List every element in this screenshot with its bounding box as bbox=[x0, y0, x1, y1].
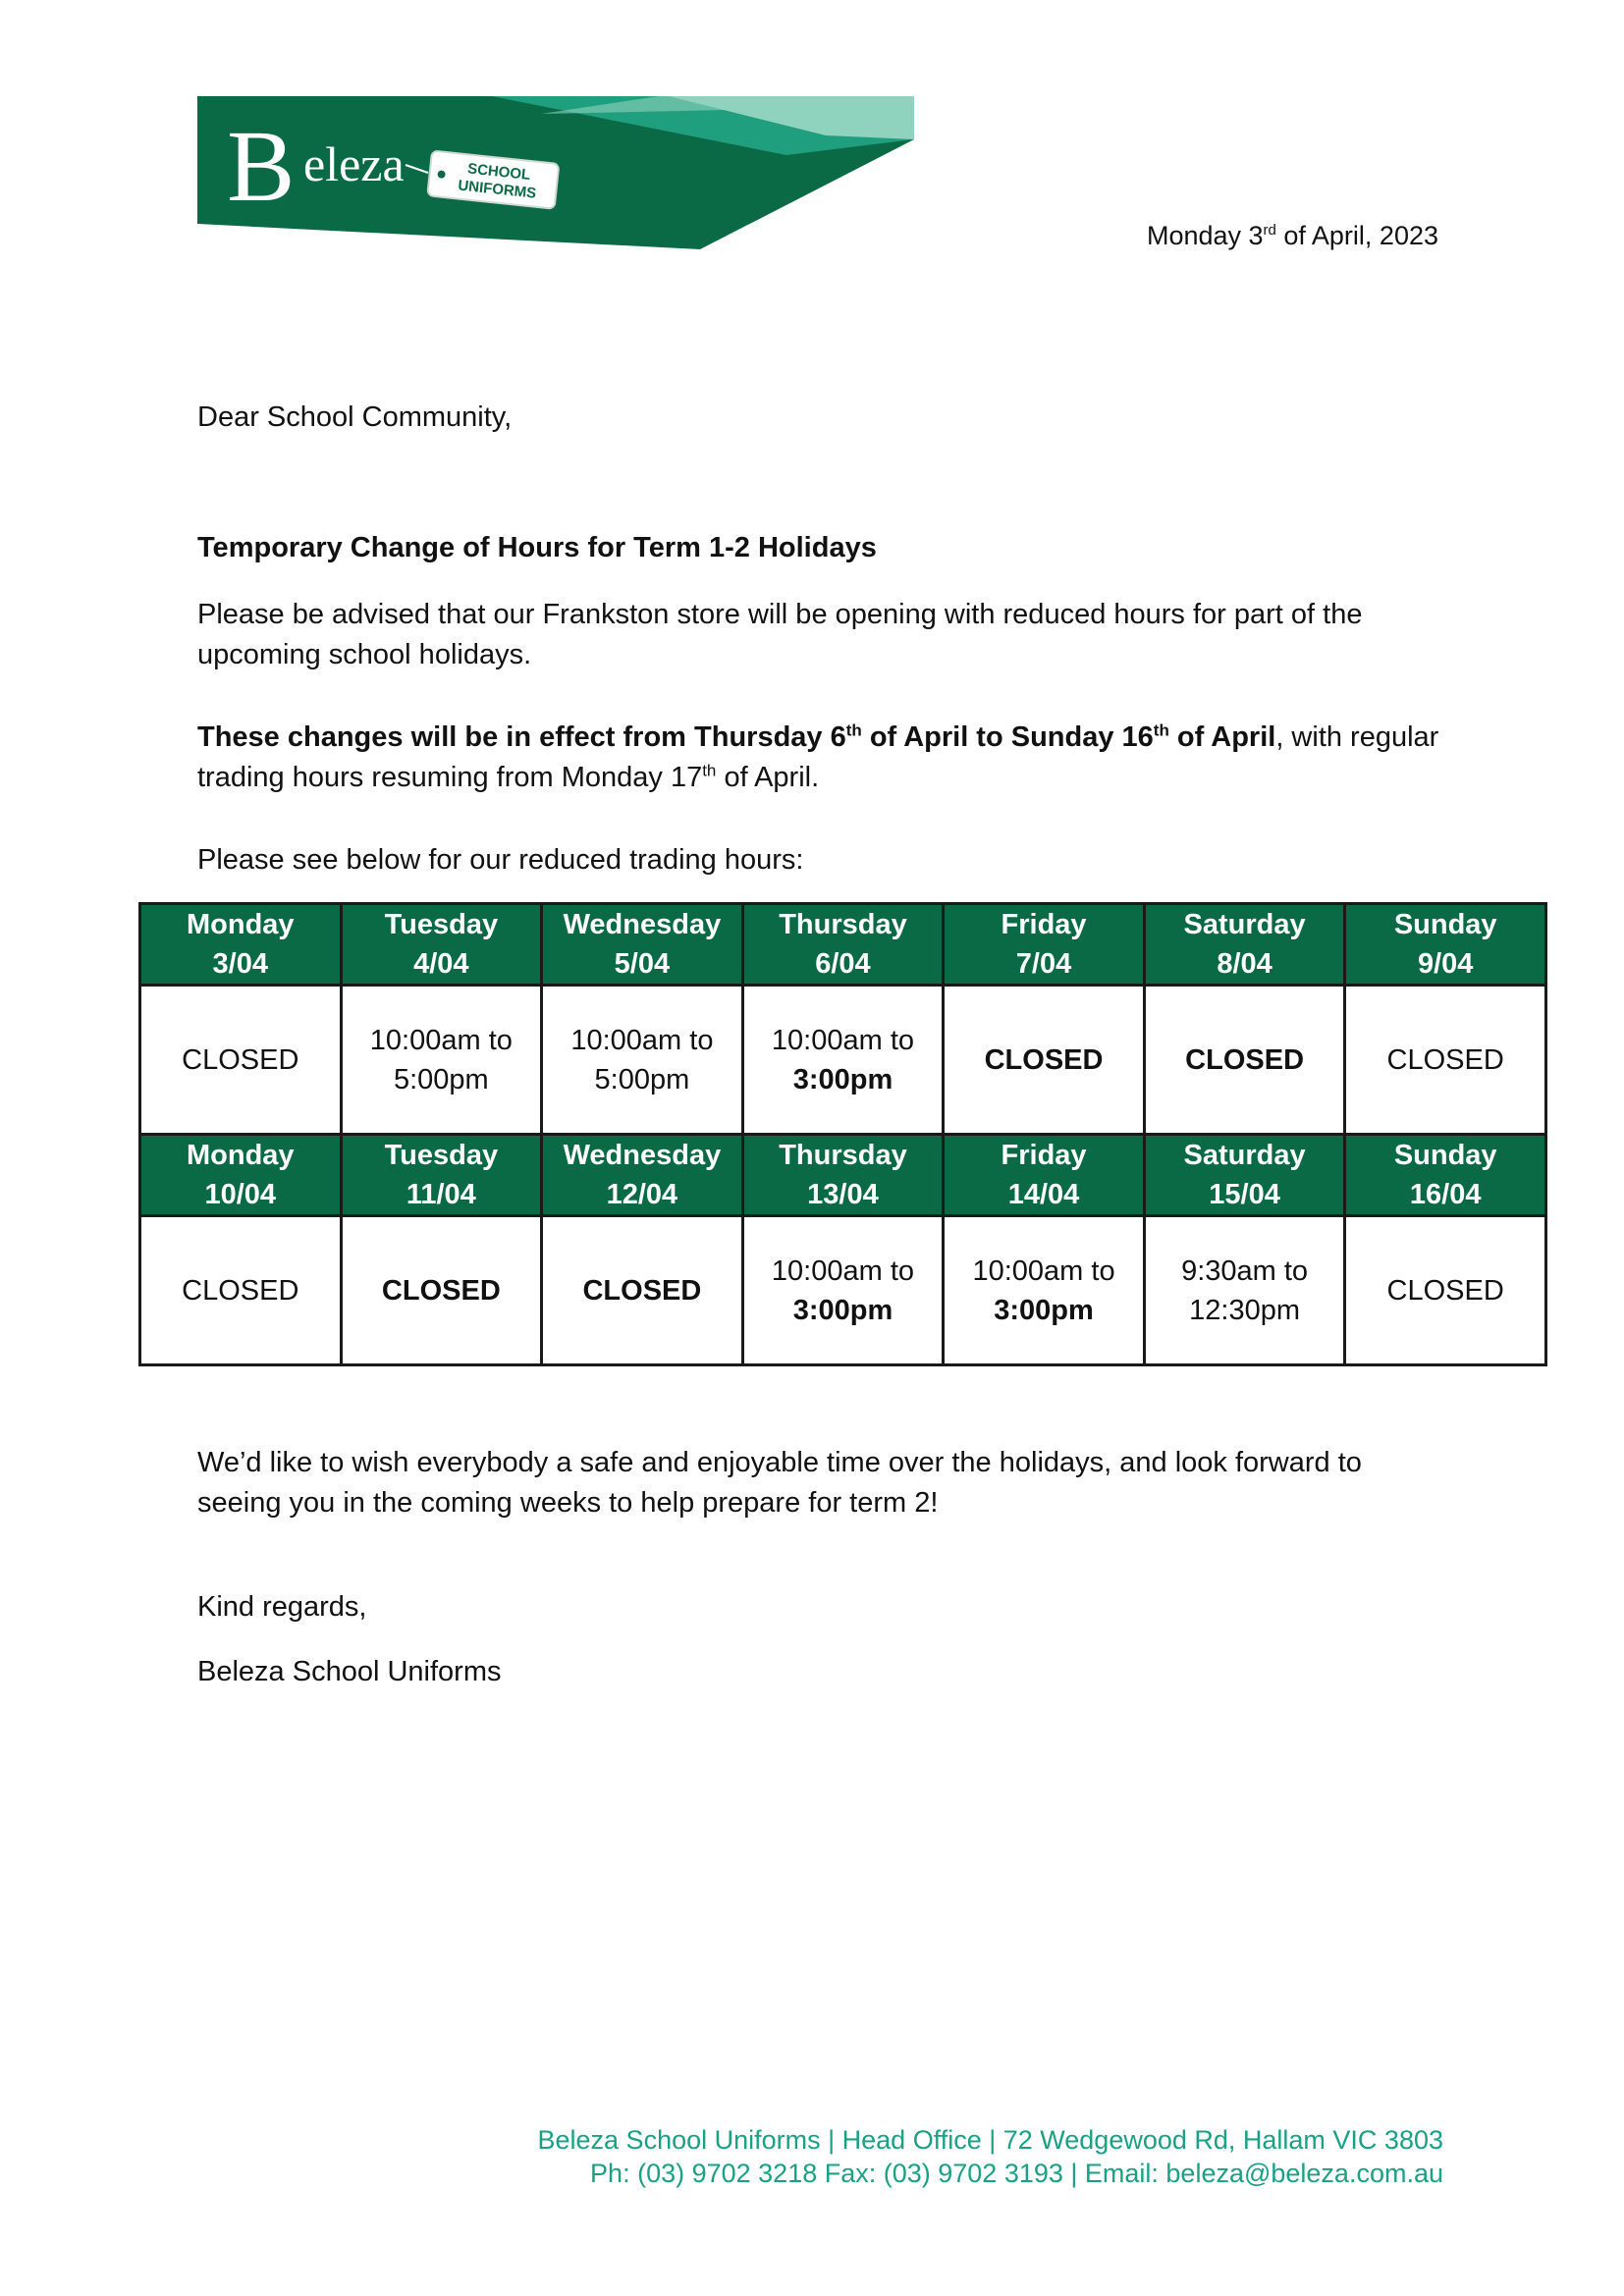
para2-bold-1: These changes will be in effect from Thursday 6 bbox=[197, 721, 846, 753]
day-date: 11/04 bbox=[406, 1179, 476, 1210]
day-date: 9/04 bbox=[1417, 948, 1474, 980]
hours-line-1: 10:00am to bbox=[570, 1024, 714, 1056]
day-name: Saturday bbox=[1183, 1140, 1306, 1171]
hours-cell bbox=[1345, 1216, 1546, 1365]
paragraph-2 bbox=[197, 718, 1444, 798]
day-header bbox=[742, 904, 944, 986]
hours-line-1: 10:00am to bbox=[771, 1024, 915, 1056]
day-date: 6/04 bbox=[815, 948, 871, 980]
para2-regular-1: , with regular trading hours resuming from Monday 17 bbox=[197, 721, 1439, 793]
para2-sup-2: th bbox=[1153, 721, 1169, 740]
logo-tag-line1: SCHOOL bbox=[466, 160, 531, 184]
week2-header-row bbox=[140, 1135, 1546, 1216]
para2-bold-3: of April bbox=[1168, 721, 1276, 753]
hours-line-1: CLOSED bbox=[1386, 1274, 1504, 1307]
trading-hours-table bbox=[138, 902, 1547, 1366]
hours-cell bbox=[542, 1216, 743, 1365]
footer-address: Beleza School Uniforms | Head Office | 72 Wedgewood Rd, Hallam VIC 3803 bbox=[537, 2125, 1443, 2155]
day-name: Wednesday bbox=[563, 1140, 722, 1171]
hours-cell bbox=[944, 986, 1145, 1135]
day-header bbox=[542, 1135, 743, 1216]
day-date: 3/04 bbox=[212, 948, 268, 980]
day-date: 14/04 bbox=[1007, 1179, 1080, 1210]
day-name: Sunday bbox=[1393, 909, 1497, 940]
hours-line-1: CLOSED bbox=[1185, 1043, 1305, 1076]
date-sup: rd bbox=[1263, 222, 1276, 239]
hours-cell bbox=[341, 1216, 542, 1365]
hours-cell bbox=[341, 986, 542, 1135]
logo-brand-rest: eleza bbox=[303, 136, 405, 191]
day-date: 16/04 bbox=[1409, 1179, 1482, 1210]
day-name: Sunday bbox=[1393, 1140, 1497, 1171]
paragraph-1: Please be advised that our Frankston store will be opening with reduced hours for part of the upcoming school holidays. bbox=[197, 599, 1363, 670]
hours-cell bbox=[742, 986, 944, 1135]
hours-cell bbox=[140, 986, 342, 1135]
hours-line-2: 5:00pm bbox=[594, 1063, 690, 1095]
day-name: Thursday bbox=[779, 909, 907, 940]
closing: Kind regards, bbox=[197, 1591, 367, 1623]
day-date: 7/04 bbox=[1015, 948, 1072, 980]
day-header bbox=[742, 1135, 944, 1216]
para2-bold-2: of April to Sunday 16 bbox=[861, 721, 1154, 753]
letter-date bbox=[1147, 221, 1438, 251]
signature: Beleza School Uniforms bbox=[197, 1656, 502, 1687]
hours-line-2: 3:00pm bbox=[792, 1063, 893, 1095]
hours-line-1: CLOSED bbox=[182, 1043, 299, 1076]
hours-line-1: CLOSED bbox=[381, 1274, 501, 1307]
hours-line-1: 10:00am to bbox=[771, 1255, 915, 1287]
hours-line-1: CLOSED bbox=[582, 1274, 702, 1307]
day-date: 10/04 bbox=[204, 1179, 277, 1210]
hours-line-2: 5:00pm bbox=[393, 1063, 489, 1095]
week1-hours-row bbox=[140, 986, 1546, 1135]
hours-line-1: 9:30am to bbox=[1181, 1255, 1309, 1287]
paragraph-3: Please see below for our reduced trading hours: bbox=[197, 844, 804, 876]
day-name: Monday bbox=[187, 1140, 295, 1171]
hours-cell bbox=[1144, 986, 1345, 1135]
day-header bbox=[542, 904, 743, 986]
para2-sup-1: th bbox=[845, 721, 862, 740]
paragraph-4: We’d like to wish everybody a safe and enjoyable time over the holidays, and look forward to seeing you in the coming weeks to help prepare for term 2! bbox=[197, 1447, 1362, 1519]
date-post: of April, 2023 bbox=[1275, 221, 1438, 250]
day-name: Thursday bbox=[779, 1140, 907, 1171]
day-header bbox=[1144, 1135, 1345, 1216]
letter-heading: Temporary Change of Hours for Term 1-2 Holidays bbox=[197, 532, 877, 563]
day-header bbox=[140, 904, 342, 986]
hours-cell bbox=[742, 1216, 944, 1365]
hours-line-2: 3:00pm bbox=[994, 1294, 1094, 1326]
hours-cell bbox=[1144, 1216, 1345, 1365]
day-date: 5/04 bbox=[614, 948, 671, 980]
day-header bbox=[944, 904, 1145, 986]
beleza-logo bbox=[197, 96, 914, 249]
day-header bbox=[1345, 904, 1546, 986]
day-header bbox=[341, 904, 542, 986]
date-pre: Monday 3 bbox=[1146, 221, 1264, 250]
para2-sup-3: th bbox=[702, 761, 717, 780]
footer bbox=[538, 2123, 1444, 2190]
day-date: 8/04 bbox=[1217, 948, 1272, 980]
day-header bbox=[140, 1135, 342, 1216]
day-name: Tuesday bbox=[384, 1140, 499, 1171]
day-date: 12/04 bbox=[606, 1179, 678, 1210]
hours-line-1: CLOSED bbox=[984, 1043, 1104, 1076]
day-name: Friday bbox=[1001, 909, 1087, 940]
day-date: 13/04 bbox=[807, 1179, 879, 1210]
hours-cell bbox=[140, 1216, 342, 1365]
day-header bbox=[1144, 904, 1345, 986]
hours-line-1: CLOSED bbox=[182, 1274, 299, 1307]
hours-line-2: 3:00pm bbox=[792, 1294, 893, 1326]
para2-regular-2: of April. bbox=[716, 762, 820, 793]
hours-cell bbox=[1345, 986, 1546, 1135]
hours-cell bbox=[944, 1216, 1145, 1365]
hours-line-1: 10:00am to bbox=[972, 1255, 1115, 1287]
week1-header-row bbox=[140, 904, 1546, 986]
week2-hours-row bbox=[140, 1216, 1546, 1365]
day-date: 15/04 bbox=[1209, 1179, 1280, 1210]
day-name: Saturday bbox=[1183, 909, 1306, 940]
day-name: Wednesday bbox=[563, 909, 722, 940]
day-date: 4/04 bbox=[413, 948, 469, 980]
hours-line-1: CLOSED bbox=[1386, 1043, 1504, 1076]
hours-cell bbox=[542, 986, 743, 1135]
logo-tag-line2: UNIFORMS bbox=[457, 177, 537, 202]
logo-initial: B bbox=[227, 110, 296, 223]
salutation: Dear School Community, bbox=[197, 401, 513, 433]
day-header bbox=[944, 1135, 1145, 1216]
day-name: Tuesday bbox=[384, 909, 499, 940]
footer-contact: Ph: (03) 9702 3218 Fax: (03) 9702 3193 | Email: beleza@beleza.com.au bbox=[590, 2159, 1443, 2188]
day-name: Monday bbox=[187, 909, 295, 940]
hours-line-2: 12:30pm bbox=[1189, 1294, 1301, 1326]
day-header bbox=[341, 1135, 542, 1216]
day-header bbox=[1345, 1135, 1546, 1216]
hours-line-1: 10:00am to bbox=[369, 1024, 513, 1056]
day-name: Friday bbox=[1001, 1140, 1087, 1171]
